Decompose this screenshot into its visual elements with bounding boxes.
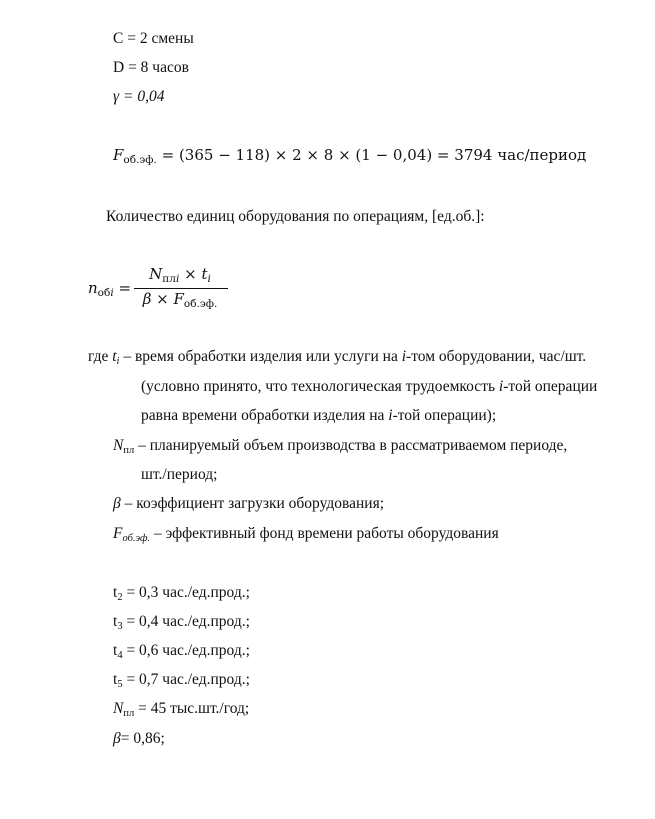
value-npl: $N_{пл} = 45$ тыс.шт./год; xyxy=(113,700,250,719)
definition-t-note-2: равна времени обработки изделия на i-той операции); xyxy=(141,407,497,424)
value-t2: $t_2 = 0,3$ час./ед.прод.; xyxy=(113,584,250,603)
value-t3: $t_3 = 0,4$ час./ед.прод.; xyxy=(113,613,250,632)
value-t5: $t_5 = 0,7$ час./ед.прод.; xyxy=(113,671,250,690)
param-d: D = 8 часов xyxy=(113,59,189,76)
definition-beta: β – коэффициент загрузки оборудования; xyxy=(113,495,385,512)
definition-n: $N_{пл}$ – планируемый объем производства в рассматриваемом периоде, xyxy=(113,437,568,456)
formula-n-lhs-symbol: n xyxy=(88,279,98,297)
formula-n-lhs-sub: обi xyxy=(97,287,114,299)
value-beta: β= 0,86; xyxy=(113,730,165,747)
definition-t-note-1: (условно принято, что технологическая трудоемкость i-той операции xyxy=(141,378,598,395)
definition-t: где $t_i$ – время обработки изделия или услуги на i-том оборудовании, час/шт. xyxy=(88,348,587,367)
formula-f-subscript: об.эф. xyxy=(123,154,157,166)
param-c: C = 2 смены xyxy=(113,30,194,47)
fraction-bar xyxy=(134,288,228,289)
formula-n-denominator: $\beta \times F_{об.эф.}$ xyxy=(142,290,218,310)
intro-text: Количество единиц оборудования по операциям, [ед.об.]: xyxy=(106,208,485,225)
formula-n-numerator: $N_{плi} \times t_i$ xyxy=(149,265,211,285)
formula-f-effective xyxy=(113,145,586,165)
formula-n-lhs xyxy=(88,278,131,298)
definition-n-cont: шт./период; xyxy=(141,466,218,483)
value-t4: $t_4 = 0,6$ час./ед.прод.; xyxy=(113,642,250,661)
definition-f: $F_{об.эф.}$ – эффективный фонд времени работы оборудования xyxy=(113,525,499,544)
formula-f-symbol: F xyxy=(113,146,124,164)
param-gamma: γ = 0,04 xyxy=(113,88,165,105)
formula-n-equals: = xyxy=(118,279,132,297)
formula-f-expression: = (365 − 118) × 2 × 8 × (1 − 0,04) = 3794 час/период xyxy=(156,146,587,164)
